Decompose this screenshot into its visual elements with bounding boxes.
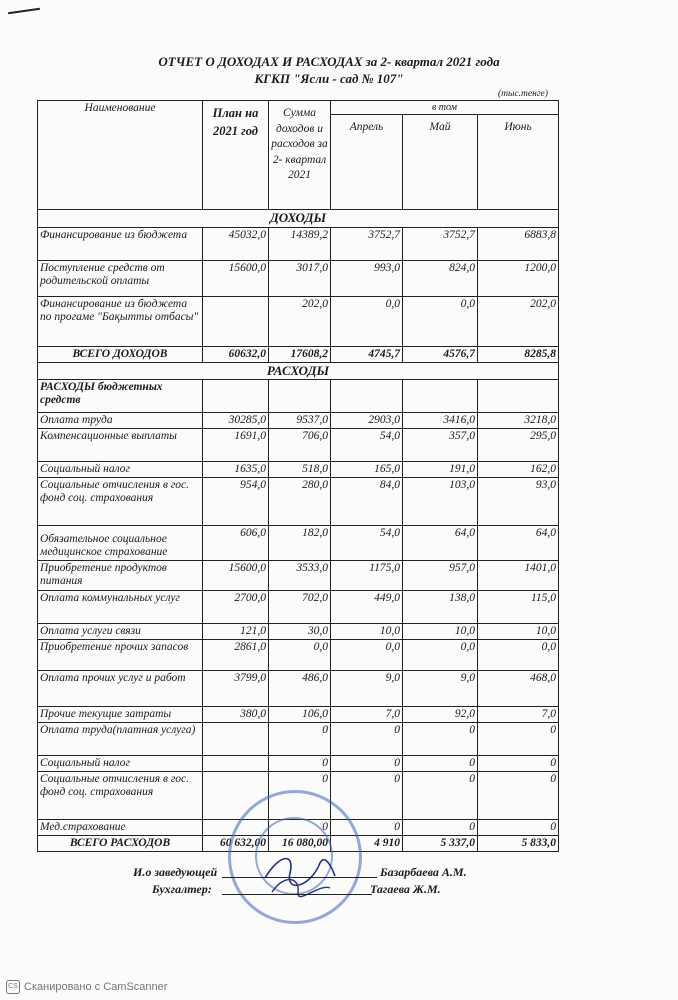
cell-may: 0,0: [403, 297, 478, 347]
cell-may: 0: [403, 772, 478, 820]
cell-april: 993,0: [331, 261, 403, 297]
row-name: Оплата услуги связи: [38, 624, 203, 640]
table-row: [38, 591, 559, 624]
cell-june: 10,0: [478, 624, 559, 640]
head-name: Базарбаева А.М.: [380, 865, 467, 879]
cell-sum: 202,0: [269, 297, 331, 347]
row-name: ВСЕГО ДОХОДОВ: [38, 347, 203, 363]
cell-april: 0,0: [331, 640, 403, 671]
cell-plan: 60 632,00: [203, 836, 269, 852]
cell-june: 0,0: [478, 640, 559, 671]
cell-sum: 486,0: [269, 671, 331, 707]
cell-may: 824,0: [403, 261, 478, 297]
header-may: Май: [403, 115, 478, 210]
cell-plan: [203, 756, 269, 772]
table-row: [38, 640, 559, 671]
cell-june: 468,0: [478, 671, 559, 707]
cell-june: 202,0: [478, 297, 559, 347]
cell-april: 54,0: [331, 429, 403, 462]
cell-april: 3752,7: [331, 228, 403, 261]
cell-sum: 0: [269, 820, 331, 836]
row-name: Оплата труда: [38, 413, 203, 429]
organization-name: КГКП "Ясли - сад № 107": [254, 71, 404, 86]
row-name: ВСЕГО РАСХОДОВ: [38, 836, 203, 852]
cell-may: 0: [403, 756, 478, 772]
scanner-watermark: [6, 980, 167, 994]
row-name: Мед.страхование: [38, 820, 203, 836]
cell-sum: 0: [269, 723, 331, 756]
cell-june: 93,0: [478, 478, 559, 526]
row-name: Компенсационные выплаты: [38, 429, 203, 462]
cell-plan: 15600,0: [203, 261, 269, 297]
cell-sum: 9537,0: [269, 413, 331, 429]
table-row: [38, 478, 559, 526]
cell-june: 295,0: [478, 429, 559, 462]
cell-june: 8285,8: [478, 347, 559, 363]
header-name: Наименование: [38, 101, 203, 210]
cell-may: 9,0: [403, 671, 478, 707]
cell-april: 0: [331, 772, 403, 820]
cell-plan: 954,0: [203, 478, 269, 526]
cell-plan: 2861,0: [203, 640, 269, 671]
cell-may: 3416,0: [403, 413, 478, 429]
cell-sum: 3533,0: [269, 561, 331, 591]
cell-april: 165,0: [331, 462, 403, 478]
cell-april: 4 910: [331, 836, 403, 852]
corner-mark: [8, 8, 40, 14]
head-signature-line: [222, 877, 377, 878]
row-name: Оплата прочих услуг и работ: [38, 671, 203, 707]
cell-plan: 1635,0: [203, 462, 269, 478]
report-title: ОТЧЕТ О ДОХОДАХ И РАСХОДАХ за 2- квартал 2021 года: [158, 54, 500, 69]
cell-june: 0: [478, 756, 559, 772]
cell-may: 5 337,0: [403, 836, 478, 852]
cell-plan: 121,0: [203, 624, 269, 640]
cell-june: 7,0: [478, 707, 559, 723]
accountant-name: Тагаева Ж.М.: [370, 882, 441, 896]
cell-sum: 3017,0: [269, 261, 331, 297]
cell-sum: 17608,2: [269, 347, 331, 363]
cell-june: 6883,8: [478, 228, 559, 261]
cell-may: 3752,7: [403, 228, 478, 261]
cell-june: 0: [478, 772, 559, 820]
cell-may: 0,0: [403, 640, 478, 671]
row-name: Приобретение прочих запасов: [38, 640, 203, 671]
row-name: Оплата коммунальных услуг: [38, 591, 203, 624]
cell-sum: 106,0: [269, 707, 331, 723]
cell-june: 115,0: [478, 591, 559, 624]
row-name: Социальный налог: [38, 462, 203, 478]
cell-may: 0: [403, 820, 478, 836]
cell-june: 5 833,0: [478, 836, 559, 852]
cell-may: 64,0: [403, 526, 478, 561]
header-plan: План на 2021 год: [203, 101, 269, 210]
cell-sum: 16 080,00: [269, 836, 331, 852]
cell-april: 84,0: [331, 478, 403, 526]
handwritten-signature: [260, 848, 340, 898]
cell-may: 357,0: [403, 429, 478, 462]
row-name: Финансирование из бюджета по прогаме "Бақытты отбасы": [38, 297, 203, 347]
cell-april: 0: [331, 756, 403, 772]
cell-plan: 1691,0: [203, 429, 269, 462]
cell-sum: 0: [269, 772, 331, 820]
cell-sum: 0,0: [269, 640, 331, 671]
cell-april: 7,0: [331, 707, 403, 723]
income-section-heading: ДОХОДЫ: [38, 210, 559, 228]
row-name: Приобретение продуктов питания: [38, 561, 203, 591]
cell-sum: 0: [269, 756, 331, 772]
table-row: [38, 756, 559, 772]
cell-april: 0: [331, 723, 403, 756]
cell-may: 957,0: [403, 561, 478, 591]
cell-april: 4745,7: [331, 347, 403, 363]
expense-section-heading: РАСХОДЫ: [38, 363, 559, 380]
header-sum: Сумма доходов и расходов за 2- квартал 2021: [269, 101, 331, 210]
table-row: [38, 462, 559, 478]
cell-plan: 45032,0: [203, 228, 269, 261]
cell-june: 1401,0: [478, 561, 559, 591]
cell-april: 2903,0: [331, 413, 403, 429]
table-row: [38, 429, 559, 462]
cell-sum: 518,0: [269, 462, 331, 478]
cell-sum: 706,0: [269, 429, 331, 462]
cell-sum: 702,0: [269, 591, 331, 624]
cell-plan: 15600,0: [203, 561, 269, 591]
expense-subsection-heading: РАСХОДЫ бюджетных средств: [38, 380, 203, 413]
header-including: в том: [331, 101, 559, 115]
row-name: Поступление средств от родительской оплаты: [38, 261, 203, 297]
header-april: Апрель: [331, 115, 403, 210]
cell-plan: 606,0: [203, 526, 269, 561]
cell-plan: 60632,0: [203, 347, 269, 363]
cell-april: 54,0: [331, 526, 403, 561]
row-name: Социальные отчисления в гос. фонд соц. страхования: [38, 772, 203, 820]
table-row: [38, 707, 559, 723]
table-row: [38, 413, 559, 429]
table-row: [38, 723, 559, 756]
cell-plan: 2700,0: [203, 591, 269, 624]
cell-june: 162,0: [478, 462, 559, 478]
report-table: [37, 100, 559, 852]
row-name: Социальный налог: [38, 756, 203, 772]
cell-sum: 280,0: [269, 478, 331, 526]
cell-april: 449,0: [331, 591, 403, 624]
cell-may: 4576,7: [403, 347, 478, 363]
cell-june: 0: [478, 820, 559, 836]
cell-plan: 3799,0: [203, 671, 269, 707]
cell-april: 0: [331, 820, 403, 836]
cell-april: 9,0: [331, 671, 403, 707]
cell-plan: 30285,0: [203, 413, 269, 429]
cell-may: 103,0: [403, 478, 478, 526]
table-row: [38, 624, 559, 640]
income-total-row: [38, 347, 559, 363]
cell-june: 0: [478, 723, 559, 756]
table-row: [38, 261, 559, 297]
accountant-label: Бухгалтер:: [152, 882, 212, 896]
cell-sum: 14389,2: [269, 228, 331, 261]
row-name: Прочие текущие затраты: [38, 707, 203, 723]
accountant-signature-line: [222, 894, 372, 895]
camscanner-icon: CS: [6, 980, 20, 994]
cell-april: 10,0: [331, 624, 403, 640]
cell-june: 64,0: [478, 526, 559, 561]
cell-june: 1200,0: [478, 261, 559, 297]
head-label: И.о заведующей: [133, 865, 218, 879]
cell-may: 92,0: [403, 707, 478, 723]
cell-april: 0,0: [331, 297, 403, 347]
cell-may: 191,0: [403, 462, 478, 478]
cell-plan: [203, 297, 269, 347]
row-name: Обязательное социальное медицинское страхование: [38, 526, 203, 561]
table-row: [38, 561, 559, 591]
cell-sum: 182,0: [269, 526, 331, 561]
header-june: Июнь: [478, 115, 559, 210]
units-note: (тыс.тенге): [498, 89, 548, 99]
expense-subsection-row: [38, 380, 559, 413]
cell-june: 3218,0: [478, 413, 559, 429]
table-row: [38, 671, 559, 707]
row-name: Социальные отчисления в гос. фонд соц. страхования: [38, 478, 203, 526]
cell-april: 1175,0: [331, 561, 403, 591]
cell-may: 0: [403, 723, 478, 756]
cell-may: 138,0: [403, 591, 478, 624]
cell-may: 10,0: [403, 624, 478, 640]
row-name: Оплата труда(платная услуга): [38, 723, 203, 756]
cell-plan: 380,0: [203, 707, 269, 723]
row-name: Финансирование из бюджета: [38, 228, 203, 261]
table-row: [38, 526, 559, 561]
scanner-text: Сканировано с CamScanner: [24, 980, 168, 993]
table-row: [38, 228, 559, 261]
cell-plan: [203, 723, 269, 756]
cell-sum: 30,0: [269, 624, 331, 640]
table-row: [38, 297, 559, 347]
